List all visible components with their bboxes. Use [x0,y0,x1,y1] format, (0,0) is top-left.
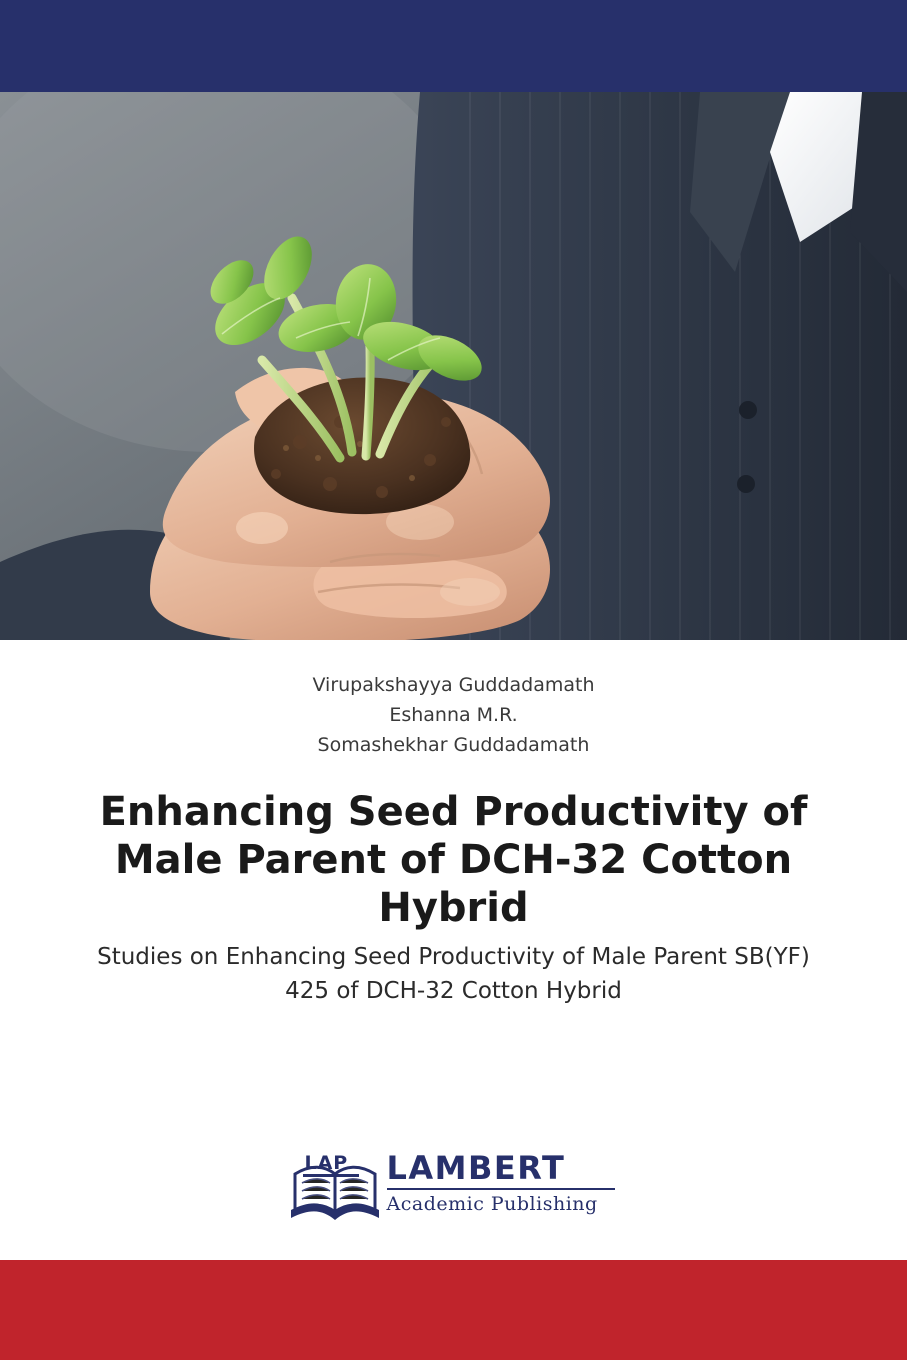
author-name: Eshanna M.R. [389,704,518,726]
publisher-mark-underline [303,1174,359,1177]
publisher-name: LAMBERT [386,1149,566,1187]
cover-photo [0,92,907,640]
cover-text-area [0,640,907,1260]
book-title: Enhancing Seed Productivity of Male Parent of DCH-32 Cotton Hybrid [99,789,808,931]
top-color-band [0,0,907,92]
hands-holding-seedling-photo [0,92,907,640]
publisher-mark: LAP [304,1152,349,1174]
author-name: Virupakshayya Guddadamath [312,674,595,696]
bottom-color-band [0,1260,907,1360]
publisher-logo [0,1140,907,1250]
author-name: Somashekhar Guddadamath [317,734,590,756]
publisher-divider [387,1188,615,1190]
book-subtitle: Studies on Enhancing Seed Productivity of Male Parent SB(YF) 425 of DCH-32 Cotton Hybrid [97,944,810,1004]
author-list [0,670,907,760]
publisher-tagline: Academic Publishing [386,1193,598,1215]
